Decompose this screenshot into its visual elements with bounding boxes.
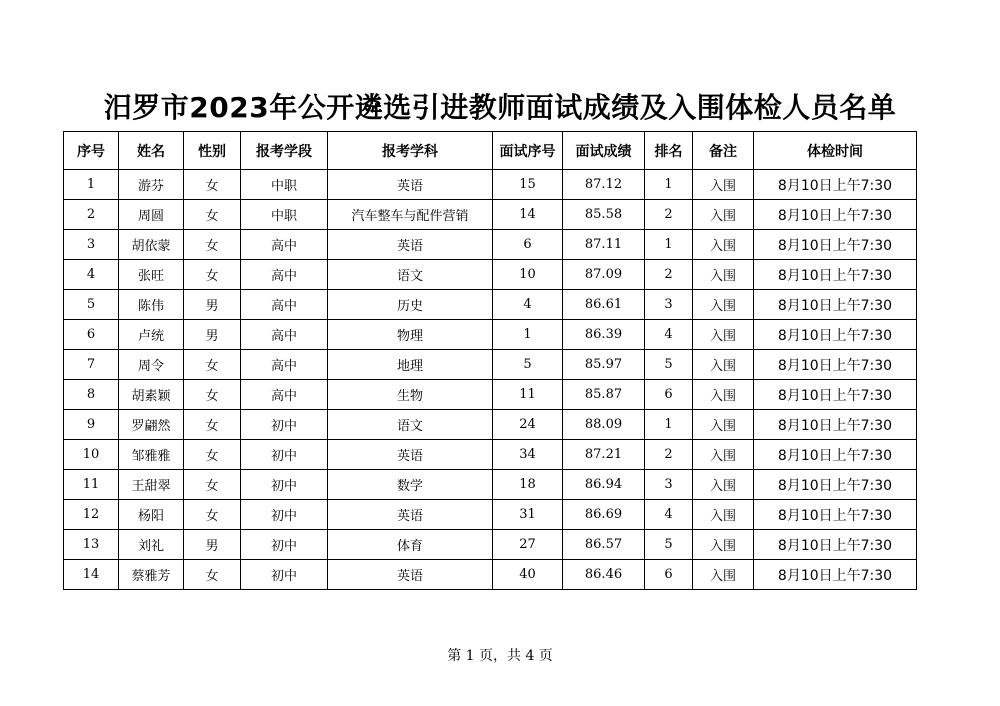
cell-col-gender: 男 [184, 290, 241, 320]
cell-col-remark: 入围 [693, 530, 754, 560]
cell-col-exam-time: 8月10日上午7:30 [754, 230, 917, 260]
cell-col-rank: 3 [645, 470, 693, 500]
cell-col-gender: 女 [184, 200, 241, 230]
cell-col-score: 86.57 [563, 530, 645, 560]
cell-col-name: 邹雅雅 [119, 440, 184, 470]
table-row [64, 440, 917, 470]
cell-col-interview-no: 15 [493, 170, 563, 200]
cell-col-rank: 2 [645, 200, 693, 230]
cell-col-stage: 高中 [241, 260, 328, 290]
cell-col-name: 周令 [119, 350, 184, 380]
cell-col-index: 3 [64, 230, 119, 260]
cell-col-stage: 高中 [241, 290, 328, 320]
cell-col-stage: 高中 [241, 230, 328, 260]
cell-col-interview-no: 34 [493, 440, 563, 470]
header-col-stage: 报考学段 [241, 132, 328, 170]
cell-col-gender: 男 [184, 320, 241, 350]
cell-col-score: 87.21 [563, 440, 645, 470]
cell-col-subject: 英语 [328, 170, 493, 200]
cell-col-stage: 中职 [241, 170, 328, 200]
cell-col-rank: 4 [645, 500, 693, 530]
cell-col-gender: 女 [184, 440, 241, 470]
cell-col-stage: 中职 [241, 200, 328, 230]
cell-col-exam-time: 8月10日上午7:30 [754, 440, 917, 470]
cell-col-name: 胡素颖 [119, 380, 184, 410]
cell-col-interview-no: 18 [493, 470, 563, 500]
cell-col-index: 8 [64, 380, 119, 410]
header-col-interview-no: 面试序号 [493, 132, 563, 170]
table-row [64, 410, 917, 440]
cell-col-name: 蔡雅芳 [119, 560, 184, 590]
header-col-exam-time: 体检时间 [754, 132, 917, 170]
table-row [64, 170, 917, 200]
cell-col-stage: 高中 [241, 380, 328, 410]
cell-col-rank: 5 [645, 530, 693, 560]
cell-col-subject: 英语 [328, 560, 493, 590]
cell-col-name: 游芬 [119, 170, 184, 200]
cell-col-interview-no: 40 [493, 560, 563, 590]
cell-col-subject: 英语 [328, 500, 493, 530]
cell-col-index: 10 [64, 440, 119, 470]
cell-col-subject: 历史 [328, 290, 493, 320]
cell-col-remark: 入围 [693, 170, 754, 200]
cell-col-score: 86.46 [563, 560, 645, 590]
cell-col-gender: 女 [184, 350, 241, 380]
cell-col-rank: 1 [645, 170, 693, 200]
cell-col-remark: 入围 [693, 500, 754, 530]
cell-col-exam-time: 8月10日上午7:30 [754, 560, 917, 590]
cell-col-name: 胡依蒙 [119, 230, 184, 260]
cell-col-exam-time: 8月10日上午7:30 [754, 200, 917, 230]
table-row [64, 560, 917, 590]
cell-col-gender: 女 [184, 500, 241, 530]
cell-col-name: 卢统 [119, 320, 184, 350]
cell-col-interview-no: 24 [493, 410, 563, 440]
table-row [64, 320, 917, 350]
cell-col-interview-no: 11 [493, 380, 563, 410]
cell-col-interview-no: 1 [493, 320, 563, 350]
cell-col-gender: 女 [184, 560, 241, 590]
cell-col-subject: 语文 [328, 260, 493, 290]
cell-col-exam-time: 8月10日上午7:30 [754, 380, 917, 410]
cell-col-subject: 英语 [328, 230, 493, 260]
cell-col-exam-time: 8月10日上午7:30 [754, 410, 917, 440]
cell-col-index: 4 [64, 260, 119, 290]
cell-col-subject: 语文 [328, 410, 493, 440]
table-row [64, 290, 917, 320]
table-row [64, 260, 917, 290]
table-row [64, 500, 917, 530]
cell-col-score: 86.61 [563, 290, 645, 320]
cell-col-interview-no: 27 [493, 530, 563, 560]
cell-col-exam-time: 8月10日上午7:30 [754, 170, 917, 200]
cell-col-name: 周圆 [119, 200, 184, 230]
table-row [64, 530, 917, 560]
cell-col-remark: 入围 [693, 290, 754, 320]
cell-col-index: 1 [64, 170, 119, 200]
cell-col-gender: 女 [184, 260, 241, 290]
cell-col-exam-time: 8月10日上午7:30 [754, 470, 917, 500]
table-header-row [64, 132, 917, 170]
cell-col-score: 86.69 [563, 500, 645, 530]
cell-col-exam-time: 8月10日上午7:30 [754, 290, 917, 320]
cell-col-name: 罗翩然 [119, 410, 184, 440]
cell-col-exam-time: 8月10日上午7:30 [754, 500, 917, 530]
cell-col-subject: 物理 [328, 320, 493, 350]
cell-col-subject: 生物 [328, 380, 493, 410]
cell-col-subject: 地理 [328, 350, 493, 380]
cell-col-name: 王甜翠 [119, 470, 184, 500]
cell-col-remark: 入围 [693, 350, 754, 380]
cell-col-rank: 4 [645, 320, 693, 350]
cell-col-remark: 入围 [693, 200, 754, 230]
cell-col-interview-no: 14 [493, 200, 563, 230]
cell-col-interview-no: 4 [493, 290, 563, 320]
cell-col-score: 88.09 [563, 410, 645, 440]
cell-col-score: 86.39 [563, 320, 645, 350]
cell-col-remark: 入围 [693, 260, 754, 290]
cell-col-stage: 初中 [241, 560, 328, 590]
cell-col-index: 5 [64, 290, 119, 320]
cell-col-stage: 高中 [241, 320, 328, 350]
header-col-subject: 报考学科 [328, 132, 493, 170]
cell-col-rank: 2 [645, 440, 693, 470]
results-table [63, 131, 917, 590]
cell-col-remark: 入围 [693, 410, 754, 440]
cell-col-rank: 3 [645, 290, 693, 320]
cell-col-index: 7 [64, 350, 119, 380]
cell-col-index: 12 [64, 500, 119, 530]
table-row [64, 200, 917, 230]
cell-col-exam-time: 8月10日上午7:30 [754, 350, 917, 380]
cell-col-rank: 5 [645, 350, 693, 380]
header-col-remark: 备注 [693, 132, 754, 170]
cell-col-stage: 初中 [241, 530, 328, 560]
cell-col-remark: 入围 [693, 380, 754, 410]
cell-col-stage: 初中 [241, 500, 328, 530]
cell-col-index: 9 [64, 410, 119, 440]
cell-col-stage: 初中 [241, 410, 328, 440]
cell-col-subject: 体育 [328, 530, 493, 560]
cell-col-subject: 汽车整车与配件营销 [328, 200, 493, 230]
cell-col-score: 85.97 [563, 350, 645, 380]
cell-col-index: 11 [64, 470, 119, 500]
cell-col-remark: 入围 [693, 320, 754, 350]
cell-col-exam-time: 8月10日上午7:30 [754, 530, 917, 560]
cell-col-interview-no: 5 [493, 350, 563, 380]
cell-col-index: 13 [64, 530, 119, 560]
cell-col-score: 87.09 [563, 260, 645, 290]
cell-col-exam-time: 8月10日上午7:30 [754, 260, 917, 290]
cell-col-name: 张旺 [119, 260, 184, 290]
cell-col-stage: 初中 [241, 470, 328, 500]
cell-col-rank: 6 [645, 380, 693, 410]
cell-col-rank: 2 [645, 260, 693, 290]
cell-col-score: 85.58 [563, 200, 645, 230]
cell-col-remark: 入围 [693, 230, 754, 260]
cell-col-name: 杨阳 [119, 500, 184, 530]
cell-col-gender: 女 [184, 170, 241, 200]
cell-col-gender: 女 [184, 470, 241, 500]
header-col-name: 姓名 [119, 132, 184, 170]
cell-col-gender: 女 [184, 230, 241, 260]
cell-col-index: 2 [64, 200, 119, 230]
header-col-index: 序号 [64, 132, 119, 170]
cell-col-rank: 6 [645, 560, 693, 590]
cell-col-stage: 初中 [241, 440, 328, 470]
cell-col-remark: 入围 [693, 440, 754, 470]
cell-col-name: 陈伟 [119, 290, 184, 320]
cell-col-index: 14 [64, 560, 119, 590]
cell-col-interview-no: 31 [493, 500, 563, 530]
header-col-gender: 性别 [184, 132, 241, 170]
cell-col-rank: 1 [645, 230, 693, 260]
cell-col-interview-no: 10 [493, 260, 563, 290]
header-col-rank: 排名 [645, 132, 693, 170]
cell-col-stage: 高中 [241, 350, 328, 380]
page-footer: 第 1 页，共 4 页 [447, 648, 553, 664]
cell-col-name: 刘礼 [119, 530, 184, 560]
cell-col-subject: 数学 [328, 470, 493, 500]
cell-col-gender: 女 [184, 380, 241, 410]
cell-col-index: 6 [64, 320, 119, 350]
table-row [64, 380, 917, 410]
table-row [64, 350, 917, 380]
cell-col-exam-time: 8月10日上午7:30 [754, 320, 917, 350]
cell-col-score: 86.94 [563, 470, 645, 500]
cell-col-rank: 1 [645, 410, 693, 440]
cell-col-subject: 英语 [328, 440, 493, 470]
table-body [64, 170, 917, 590]
cell-col-score: 87.11 [563, 230, 645, 260]
cell-col-score: 87.12 [563, 170, 645, 200]
cell-col-remark: 入围 [693, 560, 754, 590]
cell-col-gender: 女 [184, 410, 241, 440]
cell-col-interview-no: 6 [493, 230, 563, 260]
table-row [64, 230, 917, 260]
cell-col-remark: 入围 [693, 470, 754, 500]
cell-col-score: 85.87 [563, 380, 645, 410]
header-col-score: 面试成绩 [563, 132, 645, 170]
table-row [64, 470, 917, 500]
cell-col-gender: 男 [184, 530, 241, 560]
document-title: 汨罗市2023年公开遴选引进教师面试成绩及入围体检人员名单 [103, 91, 897, 124]
